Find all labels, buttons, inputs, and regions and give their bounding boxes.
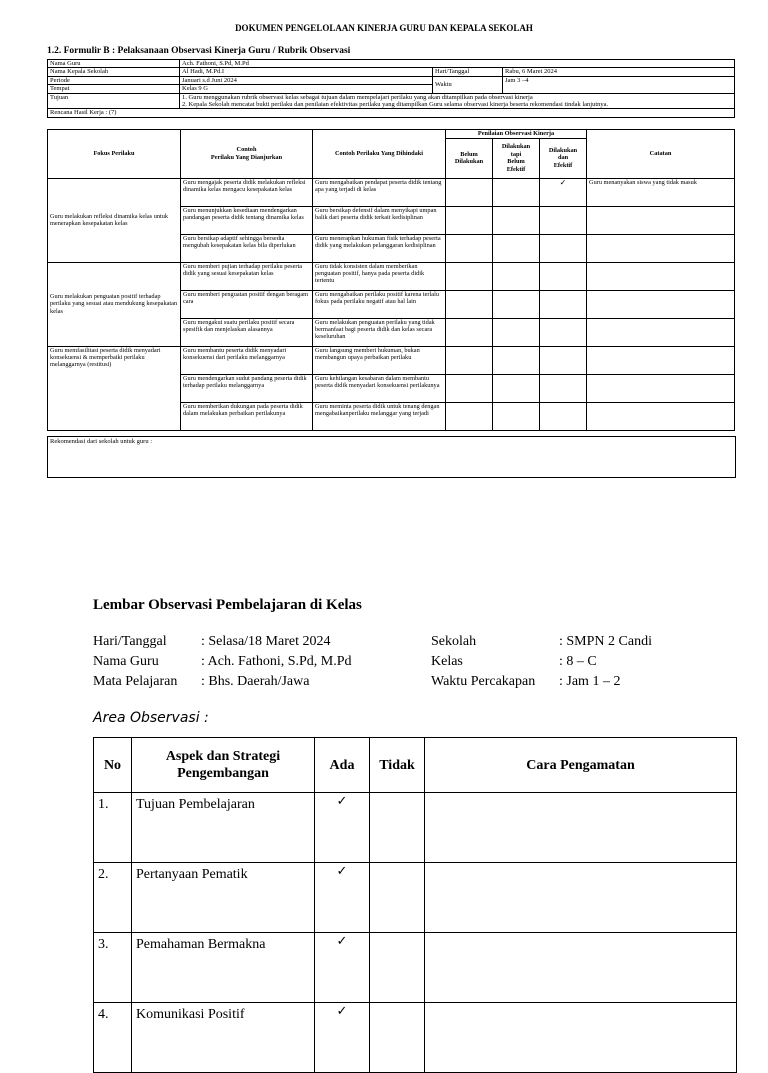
periode-label: Periode — [48, 76, 180, 84]
info-label: Waktu Percakapan — [431, 674, 536, 689]
identity-row — [48, 68, 735, 76]
tapi-cell — [493, 178, 540, 206]
header-fokus: Fokus Perilaku — [48, 130, 181, 179]
hindari-cell: Guru tidak konsisten dalam memberikan penguatan positif, hanya pada peserta didik tertentu — [313, 262, 446, 290]
info-label: Nama Guru — [93, 654, 159, 669]
catatan-cell: Guru menanyakan siswa yang tidak masuk — [587, 178, 735, 206]
rencana-hasil-kerja: Rencana Hasil Kerja : (7) — [48, 109, 735, 117]
catatan-cell — [587, 318, 735, 346]
ada-cell: ✓ — [315, 933, 370, 1003]
waktu-label: Waktu — [433, 76, 503, 93]
observation-row — [94, 863, 737, 933]
aspek-cell: Pemahaman Bermakna — [132, 933, 315, 1003]
row-number: 3. — [94, 933, 132, 1003]
header-tidak: Tidak — [370, 738, 425, 793]
tapi-cell — [493, 402, 540, 430]
tapi-cell — [493, 206, 540, 234]
header-catatan: Catatan — [587, 130, 735, 179]
contoh-cell: Guru mengakui suatu perilaku positif secara spesifik dan menjelaskan alasannya — [181, 318, 313, 346]
info-value: : 8 – C — [559, 654, 597, 669]
rubric-body — [48, 178, 735, 430]
observation-table — [93, 737, 737, 1073]
area-observasi-label: Area Observasi : — [93, 710, 209, 726]
tujuan-label: Tujuan — [48, 93, 180, 109]
ada-cell: ✓ — [315, 863, 370, 933]
tidak-cell — [370, 1003, 425, 1073]
focus-cell: Guru memfasilitasi peserta didik menyadari konsekuensi & memperbaiki perilaku melanggarnya (restitusi) — [48, 346, 181, 430]
lembar-info — [93, 632, 652, 692]
rubric-table — [47, 129, 735, 431]
tujuan-value — [180, 93, 735, 109]
belum-cell — [446, 374, 493, 402]
belum-cell — [446, 178, 493, 206]
aspek-cell: Komunikasi Positif — [132, 1003, 315, 1073]
tidak-cell — [370, 793, 425, 863]
info-value: : Selasa/18 Maret 2024 — [201, 634, 331, 649]
belum-cell — [446, 290, 493, 318]
info-label: Hari/Tanggal — [93, 634, 167, 649]
efektif-cell — [540, 402, 587, 430]
hindari-cell: Guru meminta peserta didik untuk tenang dengan mengabaikanperilaku melanggar yang terjadi — [313, 402, 446, 430]
info-value: : SMPN 2 Candi — [559, 634, 652, 649]
kepala-label: Nama Kepala Sekolah — [48, 68, 180, 76]
ada-cell: ✓ — [315, 793, 370, 863]
header-penilaian: Penilaian Observasi Kinerja — [446, 130, 587, 139]
tapi-cell — [493, 318, 540, 346]
hindari-cell: Guru mengabaikan perilaku positif karena terlalu fokus pada perilaku negatif atau hal lain — [313, 290, 446, 318]
efektif-cell — [540, 374, 587, 402]
catatan-cell — [587, 206, 735, 234]
belum-cell — [446, 402, 493, 430]
contoh-cell: Guru memberi penguatan positif dengan beragam cara — [181, 290, 313, 318]
aspek-cell: Tujuan Pembelajaran — [132, 793, 315, 863]
aspek-cell: Pertanyaan Pematik — [132, 863, 315, 933]
catatan-cell — [587, 374, 735, 402]
rekomendasi-box: Rekomendasi dari sekolah untuk guru : — [47, 436, 736, 478]
hindari-cell: Guru mengabaikan pendapat peserta didik tentang apa yang terjadi di kelas — [313, 178, 446, 206]
contoh-cell: Guru mendengarkan sudut pandang peserta didik terhadap perilaku melanggarnya — [181, 374, 313, 402]
nama-guru-label: Nama Guru — [48, 60, 180, 68]
tempat-label: Tempat — [48, 85, 180, 93]
contoh-cell: Guru bersikap adaptif sehingga bersedia mengubah kesepakatan kelas bila diperlukan — [181, 234, 313, 262]
rubric-row — [48, 346, 735, 374]
section-title: 1.2. Formulir B : Pelaksanaan Observasi Kinerja Guru / Rubrik Observasi — [47, 46, 351, 56]
cara-cell — [425, 793, 737, 863]
tapi-cell — [493, 262, 540, 290]
contoh-cell: Guru memberikan dukungan pada peserta didik dalam melakukan perbaikan perilakunya — [181, 402, 313, 430]
row-number: 4. — [94, 1003, 132, 1073]
tempat-value: Kelas 9 G — [180, 85, 433, 93]
header-tapi: Dilakukan tapi Belum Efektif — [493, 138, 540, 178]
header-belum: Belum Dilakukan — [446, 138, 493, 178]
info-row — [93, 672, 652, 692]
header-aspek: Aspek dan Strategi Pengembangan — [132, 738, 315, 793]
info-value: : Ach. Fathoni, S.Pd, M.Pd — [201, 654, 352, 669]
info-label: Mata Pelajaran — [93, 674, 178, 689]
info-row — [93, 652, 652, 672]
header-efektif: Dilakukan dan Efektif — [540, 138, 587, 178]
hari-label: Hari/Tanggal — [433, 68, 503, 76]
tapi-cell — [493, 234, 540, 262]
info-value: : Jam 1 – 2 — [559, 674, 621, 689]
identity-row — [48, 109, 735, 117]
belum-cell — [446, 318, 493, 346]
catatan-cell — [587, 234, 735, 262]
contoh-cell: Guru menunjukkan kesediaan mendengarkan pandangan peserta didik tentang dinamika kelas — [181, 206, 313, 234]
tapi-cell — [493, 374, 540, 402]
info-value: : Bhs. Daerah/Jawa — [201, 674, 310, 689]
periode-value: Januari s.d Juni 2024 — [180, 76, 433, 84]
catatan-cell — [587, 262, 735, 290]
observation-row — [94, 793, 737, 863]
efektif-cell: ✓ — [540, 178, 587, 206]
catatan-cell — [587, 402, 735, 430]
contoh-cell: Guru memberi pujian terhadap perilaku peserta didik yang sesuai kesepakatan kelas — [181, 262, 313, 290]
efektif-cell — [540, 290, 587, 318]
cara-cell — [425, 933, 737, 1003]
header-dihindari: Contoh Perilaku Yang Dihindaki — [313, 130, 446, 179]
focus-cell: Guru melakukan refleksi dinamika kelas untuk menerapkan kesepakatan kelas — [48, 178, 181, 262]
belum-cell — [446, 262, 493, 290]
tujuan-item: 1. Guru menggunakan rubrik observasi kelas sebagai tujuan dalam mempelajari perilaku yang akan ditampilkan pada observasi kinerja — [182, 93, 533, 101]
hindari-cell: Guru melakukan penguatan perilaku yang tidak bermanfaat bagi peserta didik dan kelas secara keseluruhan — [313, 318, 446, 346]
hindari-cell: Guru langsung memberi hukuman, bukan membangun upaya perbaikan perilaku — [313, 346, 446, 374]
row-number: 2. — [94, 863, 132, 933]
belum-cell — [446, 346, 493, 374]
catatan-cell — [587, 346, 735, 374]
focus-cell: Guru melakukan penguatan positif terhadap perilaku yang sesuai atau mendukung kesepakatan kelas — [48, 262, 181, 346]
nama-guru-value: Ach. Fathoni, S.Pd, M.Pd — [180, 60, 735, 68]
identity-row — [48, 76, 735, 84]
info-label: Sekolah — [431, 634, 477, 649]
ada-cell: ✓ — [315, 1003, 370, 1073]
header-cara: Cara Pengamatan — [425, 738, 737, 793]
cara-cell — [425, 863, 737, 933]
tapi-cell — [493, 346, 540, 374]
efektif-cell — [540, 346, 587, 374]
kepala-value: Al Hadi, M.Pd.I — [180, 68, 433, 76]
tujuan-item: 2. Kepala Sekolah mencatat bukti perilaku dan penilaian efektivitas perilaku yang ditampilkan Guru selama observasi kinerja beserta rekomendasi tindak lanjutnya. — [182, 101, 609, 109]
belum-cell — [446, 234, 493, 262]
hari-value: Rabu, 6 Maret 2024 — [503, 68, 735, 76]
contoh-cell: Guru mengajak peserta didik melakukan refleksi dinamika kelas mengacu kesepakatan kelas — [181, 178, 313, 206]
identity-table — [47, 59, 735, 118]
identity-row — [48, 60, 735, 68]
hindari-cell: Guru kehilangan kesabaran dalam membantu peserta didik menyadari konsekuensi perilakunya — [313, 374, 446, 402]
row-number: 1. — [94, 793, 132, 863]
belum-cell — [446, 206, 493, 234]
lembar-title: Lembar Observasi Pembelajaran di Kelas — [93, 597, 362, 613]
efektif-cell — [540, 318, 587, 346]
waktu-value: Jam 3 –4 — [503, 76, 735, 93]
tidak-cell — [370, 863, 425, 933]
header-ada: Ada — [315, 738, 370, 793]
hindari-cell: Guru bersikap defensif dalam menyikapi umpan balik dari peserta didik terkait kedisiplinan — [313, 206, 446, 234]
info-label: Kelas — [431, 654, 463, 669]
cara-cell — [425, 1003, 737, 1073]
header-no: No — [94, 738, 132, 793]
efektif-cell — [540, 206, 587, 234]
contoh-cell: Guru membantu peserta didik menyadari konsekuensi dari perilaku melanggarnya — [181, 346, 313, 374]
tapi-cell — [493, 290, 540, 318]
observation-row — [94, 933, 737, 1003]
identity-row — [48, 93, 735, 109]
tidak-cell — [370, 933, 425, 1003]
hindari-cell: Guru menerapkan hukuman fisik terhadap peserta didik yang melakukan pelanggaran kedisiplinan — [313, 234, 446, 262]
rubric-row — [48, 178, 735, 206]
efektif-cell — [540, 262, 587, 290]
document-title: DOKUMEN PENGELOLAAN KINERJA GURU DAN KEPALA SEKOLAH — [235, 23, 533, 33]
efektif-cell — [540, 234, 587, 262]
observation-row — [94, 1003, 737, 1073]
catatan-cell — [587, 290, 735, 318]
info-row — [93, 632, 652, 652]
rubric-row — [48, 262, 735, 290]
header-contoh: Contoh Perilaku Yang Dianjurkan — [181, 130, 313, 179]
